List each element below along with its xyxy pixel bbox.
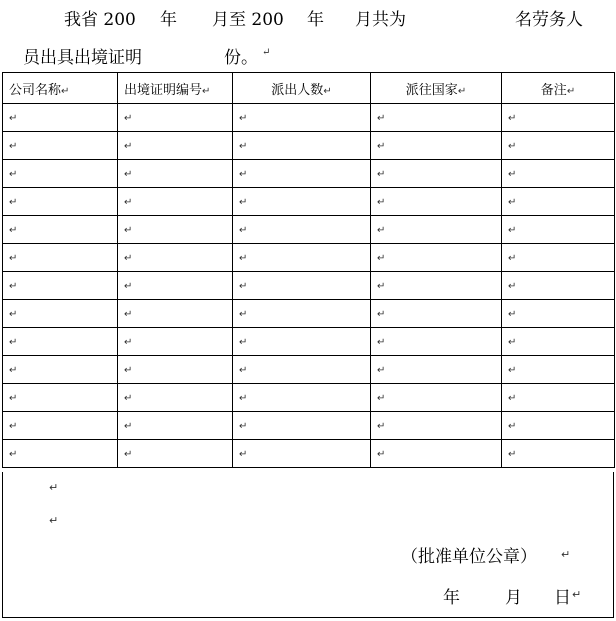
intro-province-year: 我省 200 [64,10,136,30]
intro-issue-text: 员出具出境证明 [23,48,142,68]
paragraph-mark: ↵ [508,253,517,264]
paragraph-mark: ↵ [239,141,248,152]
table-cell [3,300,118,328]
paragraph-mark: ↵ [377,169,386,180]
paragraph-mark: ↵ [508,309,517,320]
table-row [3,244,615,272]
paragraph-mark: ↵ [262,47,271,58]
certificate-table [2,72,615,468]
table-cell [371,412,502,440]
paragraph-mark: ↵ [49,514,59,527]
table-cell [371,104,502,132]
paragraph-mark: ↵ [9,253,18,264]
paragraph-mark: ↵ [124,169,133,180]
table-cell [502,328,615,356]
table-row [3,412,615,440]
paragraph-mark: ↵ [508,421,517,432]
table-cell [502,244,615,272]
table-cell [502,160,615,188]
paragraph-mark: ↵ [124,393,133,404]
approval-stamp-label: （批准单位公章） [401,547,537,567]
paragraph-mark: ↵ [239,393,248,404]
table-cell [3,384,118,412]
table-row [3,300,615,328]
table-cell [371,244,502,272]
paragraph-mark: ↵ [239,225,248,236]
table-cell [502,300,615,328]
paragraph-mark: ↵ [508,225,517,236]
paragraph-mark: ↵ [239,449,248,460]
paragraph-mark: ↵ [508,337,517,348]
table-cell [118,188,233,216]
paragraph-mark: ↵ [9,113,18,124]
table-cell [371,272,502,300]
paragraph-mark: ↵ [377,225,386,236]
table-cell [502,412,615,440]
table-cell [233,300,371,328]
paragraph-mark: ↵ [377,337,386,348]
paragraph-mark: ↵ [239,337,248,348]
table-cell [233,104,371,132]
paragraph-mark: ↵ [9,337,18,348]
table-cell [233,188,371,216]
table-row [3,272,615,300]
paragraph-mark: ↵ [239,309,248,320]
table-body [3,104,615,468]
table-header-row [3,73,615,104]
paragraph-mark: ↵ [508,113,517,124]
paragraph-mark: ↵ [124,449,133,460]
table-cell [3,328,118,356]
paragraph-mark: ↵ [9,281,18,292]
table-cell [502,272,615,300]
paragraph-mark: ↵ [9,309,18,320]
table-cell [502,384,615,412]
intro-laborers: 名劳务人 [515,10,583,30]
paragraph-mark: ↵ [572,588,582,601]
paragraph-mark: ↵ [9,169,18,180]
paragraph-mark: ↵ [9,141,18,152]
paragraph-mark: ↵ [124,309,133,320]
table-cell [502,440,615,468]
table-cell [371,328,502,356]
table-cell [371,188,502,216]
paragraph-mark: ↵ [508,393,517,404]
paragraph-mark: ↵ [239,365,248,376]
column-header-destination: 派往国家↵ [371,73,502,104]
paragraph-mark: ↵ [377,141,386,152]
paragraph-mark: ↵ [124,421,133,432]
paragraph-mark: ↵ [377,197,386,208]
table-cell [3,440,118,468]
table-cell [3,216,118,244]
table-cell [233,356,371,384]
paragraph-mark: ↵ [9,421,18,432]
table-cell [371,132,502,160]
table-cell [3,188,118,216]
intro-month-to: 月至 200 [212,10,284,30]
paragraph-mark: ↵ [49,481,59,494]
table-cell [371,300,502,328]
paragraph-mark: ↵ [508,281,517,292]
paragraph-mark: ↵ [239,197,248,208]
table-cell [233,440,371,468]
table-row [3,104,615,132]
paragraph-mark: ↵ [239,281,248,292]
paragraph-mark: ↵ [377,365,386,376]
date-day: 日 [554,588,571,608]
table-cell [118,412,233,440]
intro-year-label-2: 年 [307,10,324,30]
table-cell [371,440,502,468]
column-header-certificate-no: 出境证明编号↵ [118,73,233,104]
table-cell [502,104,615,132]
column-header-dispatched-count: 派出人数↵ [233,73,371,104]
table-row [3,356,615,384]
paragraph-mark: ↵ [124,225,133,236]
table-row [3,384,615,412]
paragraph-mark: ↵ [239,253,248,264]
table-cell [3,412,118,440]
paragraph-mark: ↵ [377,113,386,124]
paragraph-mark: ↵ [377,281,386,292]
table-cell [118,272,233,300]
paragraph-mark: ↵ [508,449,517,460]
paragraph-mark: ↵ [377,393,386,404]
paragraph-mark: ↵ [377,253,386,264]
table-cell [118,244,233,272]
table-cell [233,272,371,300]
intro-month-total: 月共为 [355,10,406,30]
table-cell [371,356,502,384]
paragraph-mark: ↵ [377,309,386,320]
paragraph-mark: ↵ [508,197,517,208]
paragraph-mark: ↵ [124,253,133,264]
table-cell [502,132,615,160]
paragraph-mark: ↵ [9,225,18,236]
table-cell [371,384,502,412]
paragraph-mark: ↵ [9,365,18,376]
table-cell [233,328,371,356]
table-cell [3,104,118,132]
paragraph-mark: ↵ [239,421,248,432]
table-cell [118,104,233,132]
table-cell [233,244,371,272]
date-month: 月 [505,588,522,608]
table-cell [3,160,118,188]
column-header-company: 公司名称↵ [3,73,118,104]
table-row [3,132,615,160]
table-cell [233,412,371,440]
paragraph-mark: ↵ [239,113,248,124]
table-cell [118,356,233,384]
table-row [3,188,615,216]
paragraph-mark: ↵ [508,141,517,152]
table-cell [3,132,118,160]
intro-line-2 [0,43,616,68]
table-cell [3,356,118,384]
table-row [3,216,615,244]
table-cell [233,216,371,244]
paragraph-mark: ↵ [124,113,133,124]
paragraph-mark: ↵ [561,548,571,561]
paragraph-mark: ↵ [377,421,386,432]
table-cell [233,132,371,160]
paragraph-mark: ↵ [124,141,133,152]
table-row [3,328,615,356]
paragraph-mark: ↵ [508,169,517,180]
table-cell [502,356,615,384]
paragraph-mark: ↵ [377,449,386,460]
column-header-remarks: 备注↵ [502,73,615,104]
paragraph-mark: ↵ [124,281,133,292]
paragraph-mark: ↵ [508,365,517,376]
table-cell [118,216,233,244]
paragraph-mark: ↵ [9,393,18,404]
paragraph-mark: ↵ [9,449,18,460]
paragraph-mark: ↵ [9,197,18,208]
table-cell [371,216,502,244]
intro-copies: 份。 [224,48,258,68]
paragraph-mark: ↵ [124,197,133,208]
paragraph-mark: ↵ [239,169,248,180]
table-cell [118,300,233,328]
paragraph-mark: ↵ [124,337,133,348]
table-cell [3,244,118,272]
paragraph-mark: ↵ [124,365,133,376]
intro-line-1 [0,5,616,30]
table-cell [371,160,502,188]
table-cell [3,272,118,300]
table-row [3,160,615,188]
table-row [3,440,615,468]
table-cell [233,160,371,188]
approval-section [2,472,614,618]
table-cell [118,160,233,188]
intro-year-label: 年 [160,10,177,30]
table-cell [118,132,233,160]
table-cell [118,328,233,356]
table-cell [502,216,615,244]
table-cell [118,440,233,468]
date-year: 年 [443,588,460,608]
table-cell [118,384,233,412]
table-cell [502,188,615,216]
table-cell [233,384,371,412]
